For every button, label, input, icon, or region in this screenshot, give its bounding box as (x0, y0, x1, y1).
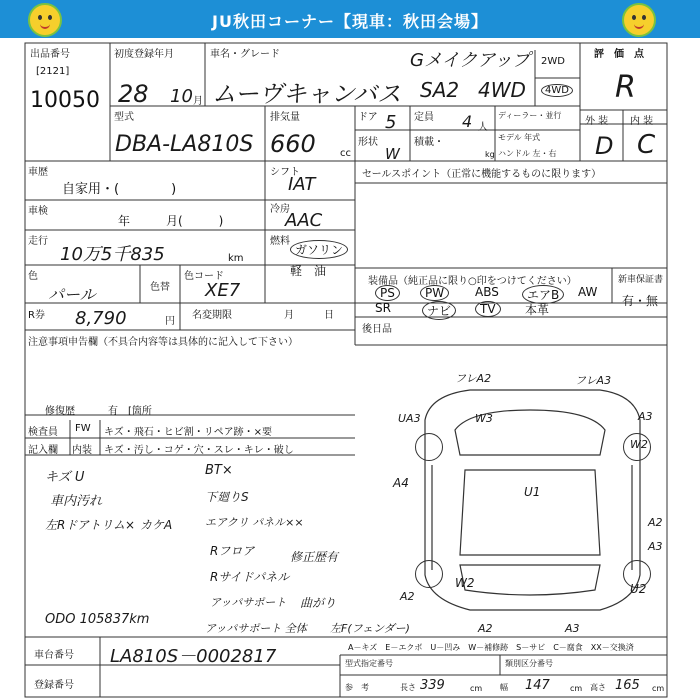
mark-7: A4 (393, 476, 409, 490)
odometer-note: ODO 105837km (45, 612, 150, 627)
eval-score: R (615, 70, 636, 105)
mark-12: A2 (400, 590, 415, 603)
grade-value: Gメイクアップ (410, 50, 530, 71)
equip-sr: SR (375, 301, 391, 315)
note-left-3: 左Rドアトリム× (45, 518, 136, 532)
shift-value: IAT (288, 174, 316, 195)
shape-label: 形状 (358, 137, 378, 148)
warranty-label: 新車保証書 (618, 275, 664, 285)
equip-label: 装備品（純正品に限り○印をつけてください） (368, 276, 577, 287)
drive-2wd: 2WD (541, 56, 565, 67)
color-code-label: 色コード (184, 271, 224, 282)
first-reg-label: 初度登録年月 (114, 49, 174, 60)
note-mid-3: エアクリ パネル×× (205, 516, 304, 529)
mark-15: A3 (565, 622, 580, 635)
length-unit: cm (470, 684, 483, 693)
r-label: R券 (28, 310, 45, 321)
mark-9: A2 (648, 516, 663, 529)
name-change-ym: 月 日 (284, 310, 334, 321)
usage-label: 車歴 (28, 167, 48, 178)
note-mid-7: アッパサポート 全体 (205, 622, 307, 635)
reference-label: 参 考 (345, 683, 369, 692)
name-grade-label: 車名・グレード (210, 49, 280, 60)
inspector-text: キズ・飛石・ヒビ割・リペア跡・×要 (104, 427, 272, 438)
color-value: パール (48, 285, 96, 304)
equip-aw: AW (578, 285, 598, 299)
type-class-label: 類別区分番号 (505, 659, 553, 668)
dealer-label: ディーラー・並行 (498, 111, 562, 120)
length-label: 長さ (400, 683, 416, 692)
model-code-value: SA2 (420, 78, 460, 102)
mark-8: U1 (524, 485, 541, 499)
note-mid-2: 下廻りS (205, 490, 249, 504)
lot-number: 10050 (30, 88, 100, 113)
mark-13: U2 (630, 582, 647, 596)
type-spec-label: 型式指定番号 (345, 659, 393, 668)
inspection-value: 年 月( ) (118, 214, 224, 228)
length-value: 339 (420, 678, 445, 693)
note-left-2: 車内汚れ (50, 494, 103, 509)
interior-text: キズ・汚し・コゲ・穴・スレ・キレ・破し (104, 445, 294, 456)
height-value: 165 (615, 678, 640, 693)
kg-unit: kg (485, 150, 495, 159)
door-label: ドア (358, 112, 378, 123)
equip-navi: ナビ (422, 301, 456, 320)
inspector-label: 検査員 (28, 427, 58, 438)
note-mid-1: BT× (205, 463, 233, 478)
height-unit: cm (652, 684, 665, 693)
mark-4: A3 (638, 410, 653, 423)
first-reg-month: 10 (170, 86, 193, 107)
int-grade: C (637, 130, 656, 160)
aircon-label: 冷房 (270, 204, 290, 215)
sales-label: セールスポイント（正常に機能するものに限ります） (362, 169, 602, 180)
chassis-value: LA810S－0002817 (110, 646, 277, 667)
displacement-value: 660 (270, 130, 316, 158)
first-reg-year: 28 (118, 80, 149, 108)
post-label: 後日品 (362, 324, 392, 335)
aircon-value: AAC (285, 210, 323, 231)
interior-label: 内装 (72, 445, 92, 456)
equip-pw: PW (420, 285, 449, 301)
note-mid-5: Rサイドパネル (210, 570, 290, 584)
height-label: 高さ (590, 683, 606, 692)
note-left-4: カケA (140, 518, 173, 532)
usage-value: 自家用・( ) (62, 182, 177, 197)
entry-label: 記入欄 (28, 445, 58, 456)
width-value: 147 (525, 678, 550, 693)
fuel-label: 燃料 (270, 236, 290, 247)
model-label: 型式 (114, 112, 134, 123)
mark-3: W3 (475, 412, 493, 425)
width-unit: cm (570, 684, 583, 693)
color-label: 色 (28, 271, 38, 282)
ext-label: 外 装 (585, 116, 609, 127)
mark-1: フレA2 (455, 372, 492, 385)
first-reg-month-unit: 月 (193, 96, 203, 107)
legend-text: A－キズ E－エクボ U－凹み W－補修跡 S－サビ C－腐食 XX－交換済 (348, 643, 634, 652)
shift-label: シフト (270, 167, 300, 178)
model-year-label: モデル 年式 (498, 133, 541, 142)
mark-11: W2 (455, 576, 475, 590)
drive-hw-value: 4WD (478, 78, 526, 102)
int-label: 内 装 (630, 116, 654, 127)
equip-abs: ABS (475, 285, 499, 299)
inspector-fw: FW (75, 423, 91, 434)
ext-grade: D (595, 132, 614, 160)
note-mid-right-2: 曲がり (300, 596, 337, 610)
equip-ps: PS (375, 285, 400, 301)
warranty-value: 有・無 (622, 294, 659, 308)
displacement-label: 排気量 (270, 112, 300, 123)
yen-unit: 円 (165, 316, 175, 327)
note-mid-right-3: 左F(フェンダー) (330, 622, 410, 635)
capacity-unit: 人 (478, 122, 488, 133)
capacity-label: 定員 (414, 112, 434, 123)
mark-14: A2 (478, 622, 493, 635)
name-change-label: 名変期限 (192, 310, 232, 321)
eval-label: 評 価 点 (594, 49, 644, 60)
reg-label: 登録番号 (34, 680, 74, 691)
door-value: 5 (385, 112, 397, 133)
repair-label: 修復歴 (45, 406, 75, 417)
color-code-value: XE7 (205, 280, 241, 301)
handle-label: ハンドル 左・右 (498, 149, 557, 158)
mileage-label: 走行 (28, 236, 48, 247)
equip-tv: TV (475, 301, 501, 317)
wheel-rear-left (415, 560, 443, 588)
model-value: DBA-LA810S (115, 132, 254, 157)
car-name-value: ムーヴキャンバス (212, 80, 402, 108)
wheel-front-left (415, 433, 443, 461)
chassis-label: 車台番号 (34, 650, 74, 661)
cc-unit: cc (340, 148, 351, 159)
note-mid-6: アッパサポート (210, 596, 287, 609)
fuel-gas: ガソリン (290, 240, 348, 259)
mark-10: A3 (648, 540, 663, 553)
fuel-diesel: 軽 油 (290, 264, 327, 278)
lot-label: 出品番号 (30, 49, 70, 60)
inspection-label: 車検 (28, 206, 48, 217)
note-left-1: キズ U (45, 470, 85, 485)
note-mid-right-1: 修正歴有 (290, 550, 339, 564)
color-change-label: 色替 (150, 282, 170, 293)
loading-label: 積載・ (414, 137, 444, 148)
mileage-value: 10万5千835 (60, 244, 165, 265)
capacity-value: 4 (462, 112, 473, 131)
r-value: 8,790 (75, 308, 127, 329)
mark-6: W2 (630, 438, 648, 451)
width-label: 幅 (500, 683, 508, 692)
shape-value: W (385, 145, 400, 163)
mark-5: UA3 (398, 412, 421, 425)
repair-value: 有 [箇所 (108, 406, 152, 417)
km-unit: km (228, 253, 244, 264)
drive-4wd: 4WD (541, 84, 573, 97)
lot-code: [2121] (36, 66, 70, 77)
note-mid-4: Rフロア (210, 544, 255, 558)
notes-label: 注意事項申告欄（不具合内容等は具体的に記入して下さい） (28, 337, 298, 348)
header-title: JU秋田コーナー【現車：秋田会場】 (212, 12, 488, 31)
equip-leather: 本革 (525, 303, 550, 317)
mark-2: フレA3 (575, 374, 612, 387)
equip-airbag: エアB (522, 285, 564, 304)
